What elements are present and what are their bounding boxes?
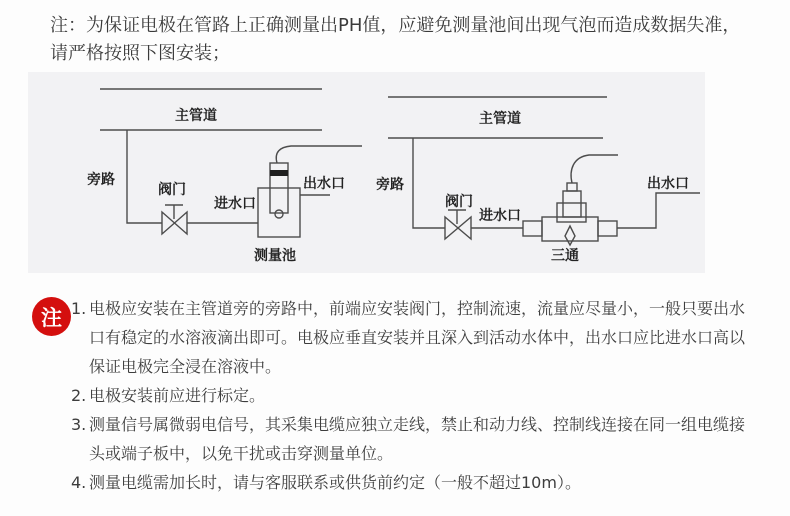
notes-list bbox=[71, 294, 777, 497]
left-inlet-label: 进水口 bbox=[214, 196, 256, 212]
right-electrode-cap bbox=[567, 183, 577, 191]
right-valve-label: 阀门 bbox=[445, 194, 473, 210]
note-item-3-line-2: 头或端子板中，以免干扰或击穿测量单位。 bbox=[89, 444, 394, 463]
tee-body bbox=[542, 217, 598, 241]
right-diagram-tee-fitting bbox=[376, 97, 700, 264]
note-item-1-number: 1. bbox=[71, 299, 87, 318]
left-valve-label: 阀门 bbox=[158, 182, 186, 198]
left-outlet-label: 出水口 bbox=[303, 176, 345, 192]
note-item-4 bbox=[71, 468, 777, 497]
right-tee-label: 三通 bbox=[551, 248, 579, 264]
left-electrode-band bbox=[270, 170, 288, 176]
left-electrode-cable bbox=[276, 146, 362, 163]
note-item-4-line-1: 测量电缆需加长时，请与客服联系或供货前约定（一般不超过10m）。 bbox=[89, 473, 581, 492]
right-electrode-cable bbox=[571, 155, 618, 183]
left-bypass-pipe bbox=[127, 130, 162, 223]
right-inlet-label: 进水口 bbox=[479, 208, 521, 224]
right-outlet-label: 出水口 bbox=[647, 176, 689, 192]
right-bypass-pipe bbox=[413, 138, 445, 228]
installation-diagram-panel bbox=[28, 72, 705, 273]
left-diagram-measuring-vessel bbox=[87, 89, 362, 264]
note-item-3-line-1: 测量信号属微弱电信号，其采集电缆应独立走线，禁止和动力线、控制线连接在同一组电缆接 bbox=[89, 415, 746, 434]
note-item-1-line-2: 口有稳定的水溶液滴出即可。电极应垂直安装并且深入到活动水体中，出水口应比进水口高以 bbox=[89, 328, 746, 347]
note-item-3 bbox=[71, 410, 777, 468]
right-bypass-label: 旁路 bbox=[376, 177, 404, 193]
right-valve-icon bbox=[445, 217, 471, 239]
note-item-1-line-1: 电极应安装在主管道旁的旁路中，前端应安装阀门，控制流速，流量应尽量小，一般只要出水 bbox=[89, 299, 746, 318]
left-main-pipe-label: 主管道 bbox=[175, 108, 217, 124]
right-electrode-tip bbox=[565, 226, 575, 245]
left-bypass-label: 旁路 bbox=[87, 172, 115, 188]
installation-diagram-svg bbox=[28, 72, 705, 273]
tee-left-stub bbox=[523, 221, 542, 236]
note-item-2 bbox=[71, 381, 777, 410]
top-note-line-1: 注：为保证电极在管路上正确测量出PH值，应避免测量池间出现气泡而造成数据失准， bbox=[50, 15, 741, 36]
note-badge: 注 bbox=[32, 297, 71, 336]
tee-right-stub bbox=[598, 221, 617, 236]
right-electrode-body bbox=[563, 191, 581, 217]
left-vessel-label: 测量池 bbox=[254, 248, 296, 264]
top-note bbox=[50, 12, 770, 68]
note-item-2-line-1: 电极安装前应进行标定。 bbox=[89, 386, 266, 405]
note-item-1-line-3: 保证电极完全浸在溶液中。 bbox=[89, 357, 282, 376]
note-item-3-number: 3. bbox=[71, 415, 87, 434]
right-main-pipe-label: 主管道 bbox=[479, 111, 521, 127]
note-item-1 bbox=[71, 294, 777, 381]
note-item-4-number: 4. bbox=[71, 473, 87, 492]
right-outlet-pipe bbox=[617, 193, 700, 228]
left-electrode-tip bbox=[275, 210, 283, 218]
top-note-line-2: 请严格按照下图安装； bbox=[50, 43, 230, 64]
note-item-2-number: 2. bbox=[71, 386, 87, 405]
